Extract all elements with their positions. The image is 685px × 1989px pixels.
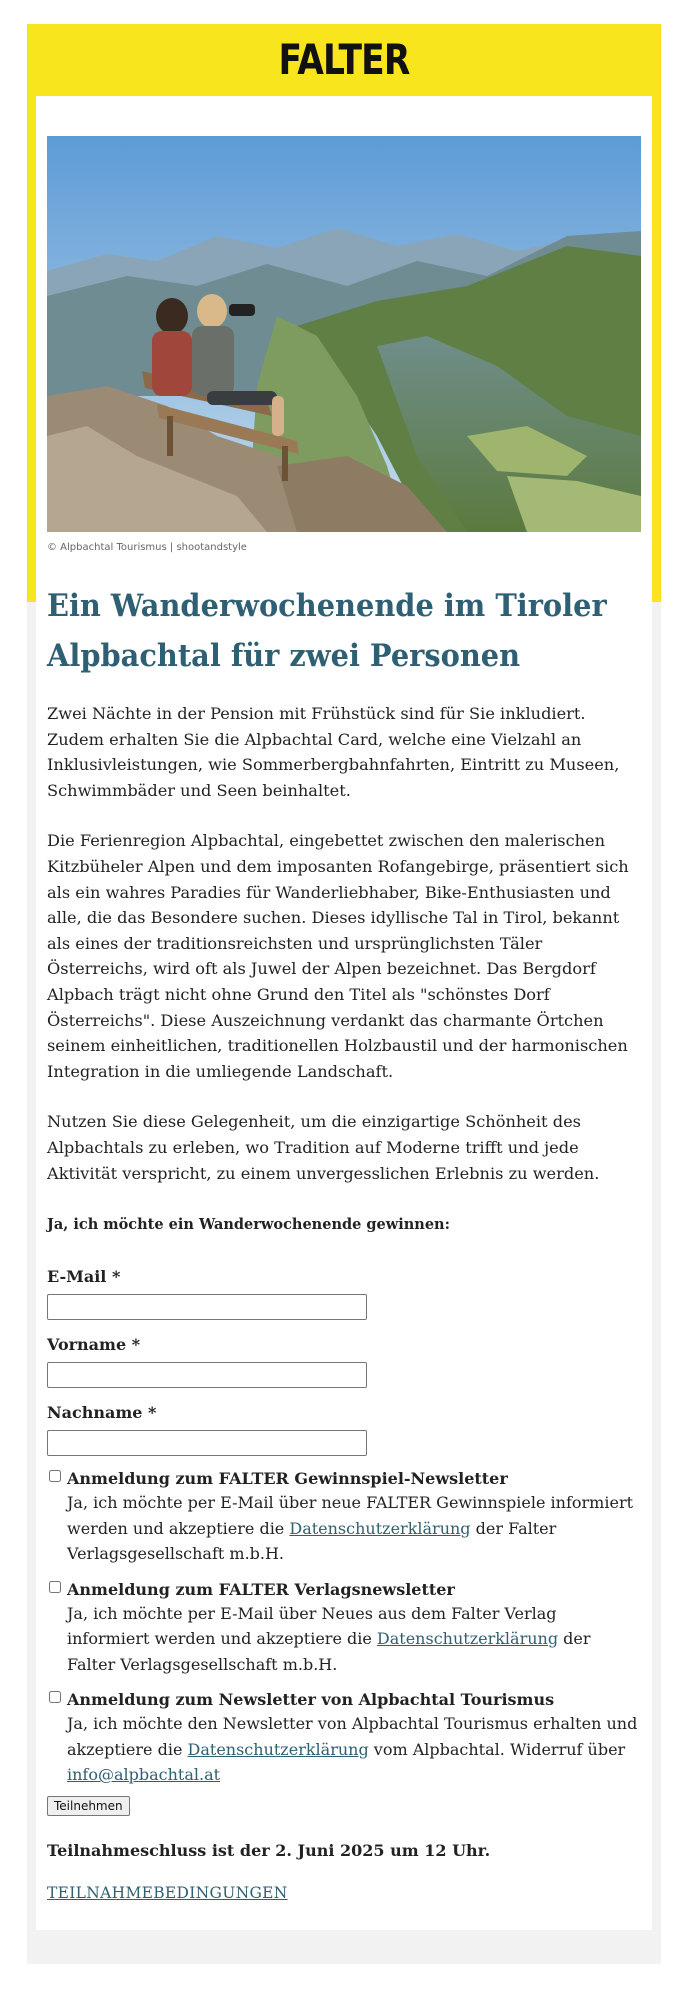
newsletter-verlag-text [67,1601,641,1678]
newsletter-verlag-title: Anmeldung zum FALTER Verlagsnewsletter [67,1579,455,1599]
lastname-label: Nachname * [47,1403,157,1423]
newsletter-verlag-checkbox[interactable] [49,1581,61,1593]
newsletter-alpbachtal-text-before: Ja, ich möchte den Newsletter von Alpbachtal Tourismus erhalten und akzeptiere die [67,1714,638,1759]
image-caption: © Alpbachtal Tourismus | shootandstyle [47,542,247,553]
article-title [47,581,642,681]
paragraph-intro: Zwei Nächte in der Pension mit Frühstück sind für Sie inkludiert. Zudem erhalten Sie die Alpbachtal Card, welche eine Vielzahl an Inklusivleistungen, wie Sommerbergbahnfahrten, Eintritt zu Museen, Schwimmbäder und Seen beinhaltet. [47,704,620,800]
deadline-notice: Teilnahmeschluss ist der 2. Juni 2025 um 12 Uhr. [47,1840,491,1860]
email-field[interactable] [47,1294,367,1320]
firstname-label: Vorname * [47,1335,141,1355]
title-line-2: Alpbachtal für zwei Personen [47,638,521,674]
article-content [47,136,641,1902]
newsletter-gewinnspiel-checkbox[interactable] [49,1470,61,1482]
paragraph-region: Die Ferienregion Alpbachtal, eingebettet zwischen den malerischen Kitzbüheler Alpen und dem imposanten Rofangebirge, präsentiert sich als ein wahres Paradies für Wanderliebhaber, Bike-Enthusiasten und alle, die das Besondere suchen. Dieses idyllische Tal in Tirol, bekannt als eines der traditionsreichsten und ursprünglichsten Täler Österreichs, wird oft als Juwel der Alpen bezeichnet. Das Bergdorf Alpbach trägt nicht ohne Grund den Titel als "schönstes Dorf Österreichs". Diese Auszeichnung verdankt das charmante Örtchen seinem einheitlichen, traditionellen Holzbaustil und der harmonischen Integration in die umliegende Landschaft. [47,831,629,1081]
newsletter-alpbachtal-checkbox[interactable] [49,1691,61,1703]
hero-image [47,136,641,532]
paragraph-closing: Nutzen Sie diese Gelegenheit, um die einzigartige Schönheit des Alpbachtals zu erleben, wo Tradition auf Moderne trifft und jede Aktivität verspricht, zu einem unvergesslichen Erlebnis zu werden. [47,1112,600,1183]
newsletter-alpbachtal-text-after: vom Alpbachtal. Widerruf über [368,1739,626,1759]
newsletter-falter-gewinnspiel [47,1468,641,1567]
submit-button[interactable]: Teilnehmen [47,1796,130,1816]
privacy-link-falter-1[interactable]: Datenschutzerklärung [289,1518,471,1538]
title-line-1: Ein Wanderwochenende im Tiroler [47,588,607,624]
page-frame [27,24,661,1964]
newsletter-alpbachtal-text [67,1711,641,1788]
newsletter-verlag-text-after: der Falter Verlagsgesellschaft m.b.H. [67,1629,591,1674]
conditions-link[interactable]: TEILNAHMEBEDINGUNGEN [47,1883,288,1902]
firstname-field[interactable] [47,1362,367,1388]
newsletter-verlag-text-before: Ja, ich möchte per E-Mail über Neues aus dem Falter Verlag informiert werden und akzeptiere die [67,1603,557,1649]
newsletter-gewinnspiel-title: Anmeldung zum FALTER Gewinnspiel-Newsletter [67,1469,508,1489]
newsletter-gewinnspiel-text [67,1490,641,1567]
content-card [36,96,652,1930]
newsletter-gewinnspiel-text-after: der Falter Verlagsgesellschaft m.b.H. [67,1518,557,1564]
privacy-link-falter-2[interactable]: Datenschutzerklärung [376,1629,559,1649]
email-label: E-Mail * [47,1267,121,1287]
newsletter-alpbachtal-title: Anmeldung zum Newsletter von Alpbachtal Tourismus [67,1690,555,1710]
newsletter-falter-verlag [47,1579,641,1678]
contest-form [47,1266,641,1816]
newsletter-gewinnspiel-text-before: Ja, ich möchte per E-Mail über neue FALTER Gewinnspiele informiert werden und akzeptiere die [67,1493,634,1538]
alpbachtal-email-link[interactable]: info@alpbachtal.at [67,1765,221,1785]
newsletter-alpbachtal [47,1689,641,1788]
privacy-link-alpbachtal[interactable]: Datenschutzerklärung [187,1739,369,1759]
form-intro: Ja, ich möchte ein Wanderwochenende gewinnen: [47,1216,450,1234]
lastname-field[interactable] [47,1430,367,1456]
falter-logo[interactable]: FALTER [278,35,410,84]
